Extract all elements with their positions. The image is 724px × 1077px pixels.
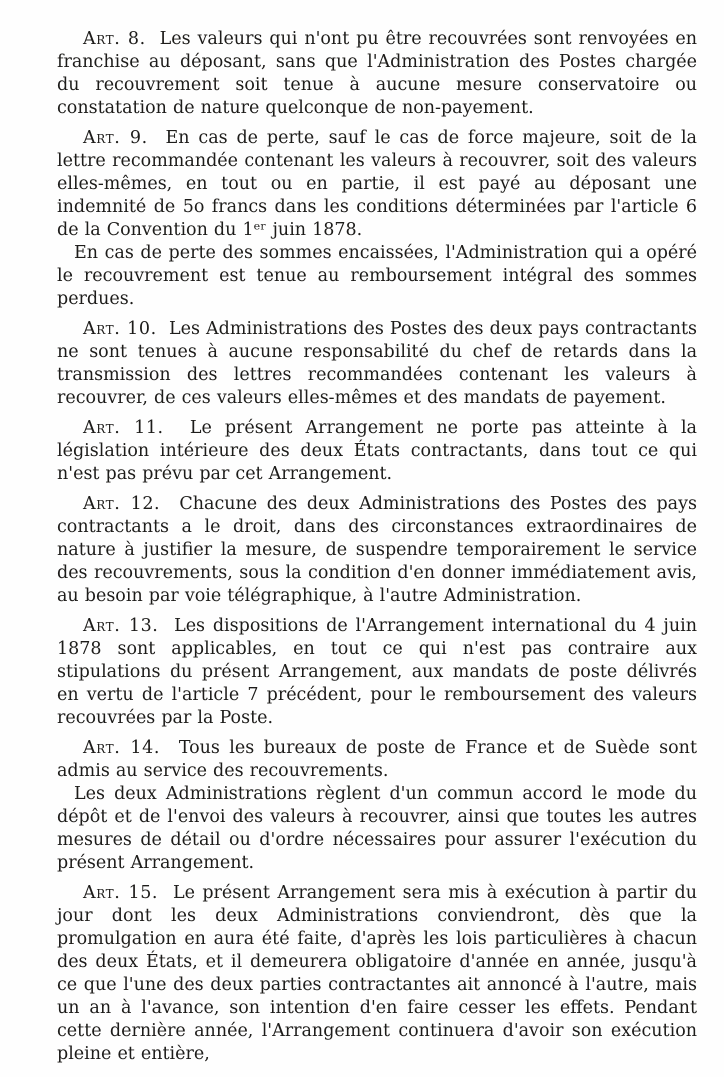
- paragraph-text: Les Administrations des Postes des deux pays contractants ne sont tenues à aucune responsabilité du chef de retards dans la transmission des lettres recommandées contenant les valeurs à recouvrer, de ces valeurs elles-mêmes et des mandats de payement.: [57, 319, 697, 408]
- paragraph-text: Le présent Arrangement ne porte pas atteinte à la législation intérieure des deux États contractants, dans tout ce qui n'est pas prévu par cet Arrangement.: [57, 418, 697, 484]
- article-label: Art. 8.: [83, 29, 146, 49]
- article-label: Art. 12.: [83, 494, 161, 514]
- article-paragraph: [57, 493, 697, 608]
- continuation-paragraph: [57, 783, 697, 875]
- paragraph-text: En cas de perte des sommes encaissées, l'Administration qui a opéré le recouvrement est tenue au remboursement intégral des sommes perdues.: [57, 243, 697, 309]
- continuation-paragraph: [57, 242, 697, 311]
- article-paragraph: [57, 127, 697, 242]
- article-label: Art. 13.: [83, 616, 159, 636]
- article-paragraph: [57, 615, 697, 730]
- article-paragraph: [57, 28, 697, 120]
- article-label: Art. 9.: [83, 128, 148, 148]
- paragraph-text: Tous les bureaux de poste de France et de Suède sont admis au service des recouvrements.: [57, 738, 697, 781]
- paragraph-text: En cas de perte, sauf le cas de force majeure, soit de la lettre recommandée contenant les valeurs à recouvrer, soit des valeurs elles-mêmes, en tout ou en partie, il est payé au déposant une indemnité de 5o francs dans les conditions déterminées par l'article 6 de la Convention du 1ᵉʳ juin 1878.: [57, 128, 697, 240]
- article-paragraph: [57, 318, 697, 410]
- paragraph-text: Les valeurs qui n'ont pu être recouvrées sont renvoyées en franchise au déposant, sans que l'Administration des Postes chargée du recouvrement soit tenue à aucune mesure conservatoire ou constatation de nature quelconque de non-payement.: [57, 29, 697, 118]
- article-paragraph: [57, 417, 697, 486]
- text-block: [57, 28, 697, 1066]
- article-label: Art. 15.: [83, 883, 159, 903]
- article-paragraph: [57, 737, 697, 783]
- article-paragraph: [57, 882, 697, 1066]
- paragraph-text: Le présent Arrangement sera mis à exécution à partir du jour dont les deux Administrations conviendront, dès que la promulgation en aura été faite, d'après les lois particulières à chacun des deux États, et il demeurera obligatoire d'année en année, jusqu'à ce que l'une des deux parties contractantes ait annoncé à l'autre, mais un an à l'avance, son intention d'en faire cesser les effets. Pendant cette dernière année, l'Arrangement continuera d'avoir son exécution pleine et entière,: [57, 883, 697, 1064]
- article-label: Art. 10.: [83, 319, 157, 339]
- paragraph-text: Chacune des deux Administrations des Postes des pays contractants a le droit, dans des circonstances extraordinaires de nature à justifier la mesure, de suspendre temporairement le service des recouvrements, sous la condition d'en donner immédiatement avis, au besoin par voie télégraphique, à l'autre Administration.: [57, 494, 697, 606]
- paragraph-text: Les deux Administrations règlent d'un commun accord le mode du dépôt et de l'envoi des valeurs à recouvrer, ainsi que toutes les autres mesures de détail ou d'ordre nécessaires pour assurer l'exécution du présent Arrangement.: [57, 784, 697, 873]
- article-label: Art. 14.: [83, 738, 161, 758]
- article-label: Art. 11.: [83, 418, 164, 438]
- paragraph-text: Les dispositions de l'Arrangement international du 4 juin 1878 sont applicables, en tout ce qui n'est pas contraire aux stipulations du présent Arrangement, aux mandats de poste délivrés en vertu de l'article 7 précédent, pour le remboursement des valeurs recouvrées par la Poste.: [57, 616, 697, 728]
